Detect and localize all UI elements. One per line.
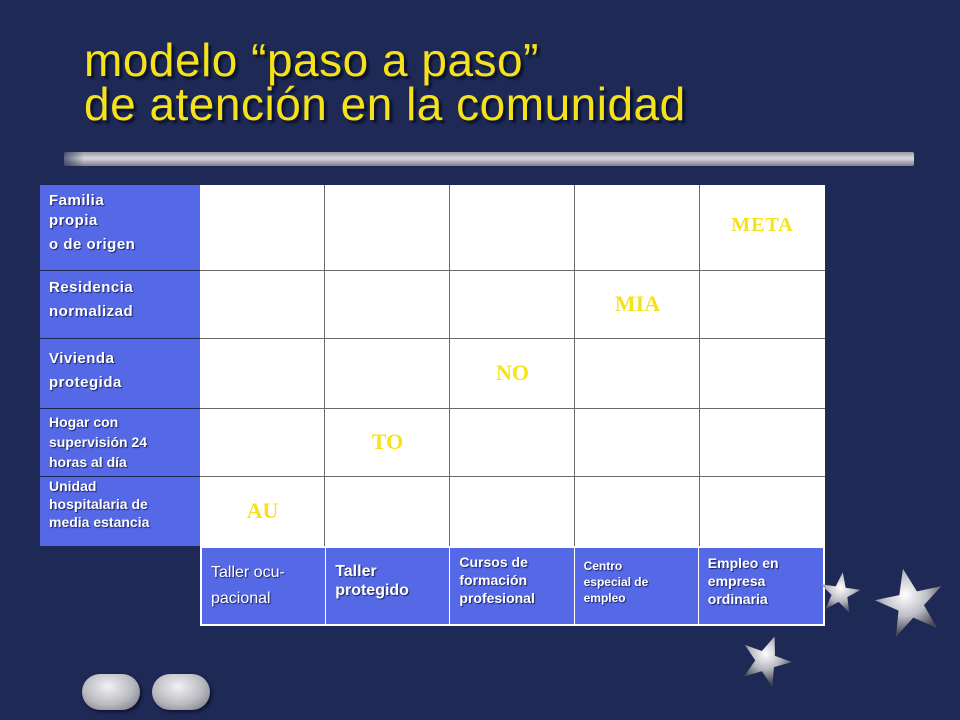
row-label-line: protegida (49, 374, 122, 391)
step-marker: NO (496, 360, 529, 385)
column-header-line: ordinaria (707, 591, 768, 607)
column-header-line: protegido (335, 582, 409, 599)
column-header-line: empresa (707, 573, 766, 589)
row-label-line: Familia (49, 192, 105, 209)
slide-title (84, 34, 686, 130)
grid-cell (325, 339, 450, 409)
row-label-line: Vivienda (49, 350, 115, 367)
grid-cell (450, 271, 575, 339)
column-header-line: formación (459, 572, 528, 588)
row-label-line: Unidad (49, 478, 97, 494)
row-label-line: propia (49, 212, 98, 229)
row-label-line: o de origen (49, 236, 136, 253)
grid-cell (325, 185, 450, 271)
grid-cell (700, 339, 825, 409)
column-header-line: Taller ocu- (211, 564, 285, 581)
column-header (699, 548, 823, 624)
step-marker: AU (246, 497, 279, 523)
row-label-line: media estancia (49, 514, 150, 530)
grid-cell (575, 339, 700, 409)
grid-cell (200, 339, 325, 409)
star-icon (872, 564, 948, 640)
row-label-line: Residencia (49, 279, 134, 296)
row-label (40, 271, 200, 339)
grid-cell (200, 409, 325, 477)
row-label (40, 409, 200, 477)
grid-cell (700, 409, 825, 477)
step-marker: TO (371, 429, 404, 454)
grid-cell (450, 185, 575, 271)
row-label (40, 477, 200, 546)
star-icon (738, 632, 794, 688)
previous-button[interactable] (82, 674, 140, 710)
column-header (326, 548, 450, 624)
column-header-line: pacional (211, 590, 271, 607)
title-divider (64, 152, 914, 166)
column-header-line: especial de (583, 575, 649, 589)
column-header (202, 548, 326, 624)
grid-cell (450, 477, 575, 546)
step-marker: MIA (614, 291, 661, 316)
grid-cell (200, 271, 325, 339)
row-label-line: supervisión 24 (49, 434, 148, 450)
step-grid (200, 185, 825, 546)
row-label (40, 339, 200, 409)
slide-title-line-1: modelo “paso a paso” (84, 34, 539, 86)
row-label-line: hospitalaria de (49, 496, 148, 512)
column-header (575, 548, 699, 624)
grid-cell (450, 409, 575, 477)
grid-cell (575, 477, 700, 546)
row-labels-column (40, 185, 200, 546)
grid-cell (700, 477, 825, 546)
grid-cell (200, 185, 325, 271)
grid-cell (325, 477, 450, 546)
column-header-line: empleo (583, 591, 626, 605)
column-header-line: Cursos de (459, 554, 528, 570)
next-button[interactable] (152, 674, 210, 710)
column-headers-row (200, 546, 825, 626)
row-label-line: horas al día (49, 454, 127, 470)
column-header-line: Centro (583, 559, 623, 573)
column-header-line: Empleo en (707, 555, 779, 571)
column-header-line: profesional (459, 590, 535, 606)
grid-cell (575, 409, 700, 477)
star-icon (818, 570, 862, 614)
slide-title-line-2: de atención en la comunidad (84, 78, 686, 130)
row-label-line: Hogar con (49, 414, 119, 430)
row-label-line: normalizad (49, 303, 134, 320)
column-header (450, 548, 574, 624)
grid-cell (700, 271, 825, 339)
row-label (40, 185, 200, 271)
column-header-line: Taller (335, 563, 377, 580)
step-marker: META (731, 214, 794, 236)
grid-cell (325, 271, 450, 339)
grid-cell (575, 185, 700, 271)
